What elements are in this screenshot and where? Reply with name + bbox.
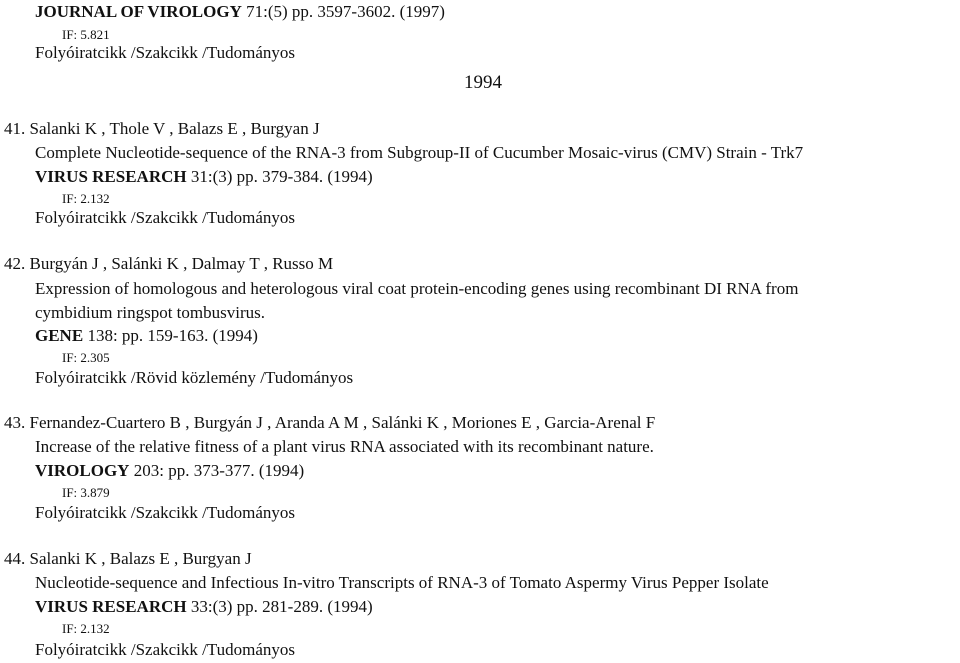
entry-authors: Fernandez-Cuartero B , Burgyán J , Aranda A M , Salánki K , Moriones E , Garcia-Arenal F: [29, 413, 656, 432]
entry-number: 44.: [4, 549, 26, 568]
entry-number: 43.: [4, 413, 26, 432]
journal-name: GENE: [35, 326, 84, 345]
citation-details: 71:(5) pp. 3597-3602. (1997): [241, 2, 445, 21]
publication-type: Folyóiratcikk /Rövid közlemény /Tudományos: [35, 368, 354, 387]
entry-title-continued: cymbidium ringspot tombusvirus.: [35, 303, 265, 322]
entry-citation: [35, 461, 304, 481]
entry-authors: Salanki K , Balazs E , Burgyan J: [29, 549, 252, 568]
year-heading: 1994: [464, 72, 502, 93]
publication-type: Folyóiratcikk /Szakcikk /Tudományos: [35, 208, 296, 227]
entry-citation: [35, 597, 373, 617]
journal-name: VIRUS RESEARCH: [35, 597, 187, 616]
entry-number: 42.: [4, 254, 26, 273]
impact-factor: IF: 2.132: [62, 191, 110, 206]
entry-number: 41.: [4, 119, 26, 138]
impact-factor: IF: 3.879: [62, 485, 110, 500]
publication-type: Folyóiratcikk /Szakcikk /Tudományos: [35, 640, 296, 659]
journal-name: VIRUS RESEARCH: [35, 167, 187, 186]
entry-authors-line: [4, 119, 320, 139]
entry-title: Expression of homologous and heterologous viral coat protein-encoding genes using recombinant DI RNA from: [35, 279, 799, 298]
citation-details: 33:(3) pp. 281-289. (1994): [186, 597, 373, 616]
citation-details: 31:(3) pp. 379-384. (1994): [186, 167, 373, 186]
publication-type: Folyóiratcikk /Szakcikk /Tudományos: [35, 43, 296, 62]
journal-name: VIROLOGY: [35, 461, 130, 480]
impact-factor: IF: 2.132: [62, 621, 110, 636]
entry-citation: [35, 167, 373, 187]
citation-details: 138: pp. 159-163. (1994): [83, 326, 258, 345]
publication-type: Folyóiratcikk /Szakcikk /Tudományos: [35, 503, 296, 522]
prev-entry-citation: [35, 2, 445, 22]
entry-authors-line: [4, 254, 333, 274]
entry-authors-line: [4, 413, 655, 433]
entry-authors: Salanki K , Thole V , Balazs E , Burgyan J: [29, 119, 320, 138]
citation-details: 203: pp. 373-377. (1994): [129, 461, 305, 480]
impact-factor: IF: 2.305: [62, 350, 110, 365]
journal-name: JOURNAL OF VIROLOGY: [35, 2, 242, 21]
impact-factor: IF: 5.821: [62, 27, 110, 42]
entry-citation: [35, 326, 258, 346]
entry-title: Complete Nucleotide-sequence of the RNA-3 from Subgroup-II of Cucumber Mosaic-virus (CMV) Strain - Trk7: [35, 143, 804, 162]
entry-authors-line: [4, 549, 252, 569]
entry-title: Increase of the relative fitness of a plant virus RNA associated with its recombinant nature.: [35, 437, 654, 456]
entry-authors: Burgyán J , Salánki K , Dalmay T , Russo M: [29, 254, 334, 273]
entry-title: Nucleotide-sequence and Infectious In-vitro Transcripts of RNA-3 of Tomato Aspermy Virus Pepper Isolate: [35, 573, 769, 592]
